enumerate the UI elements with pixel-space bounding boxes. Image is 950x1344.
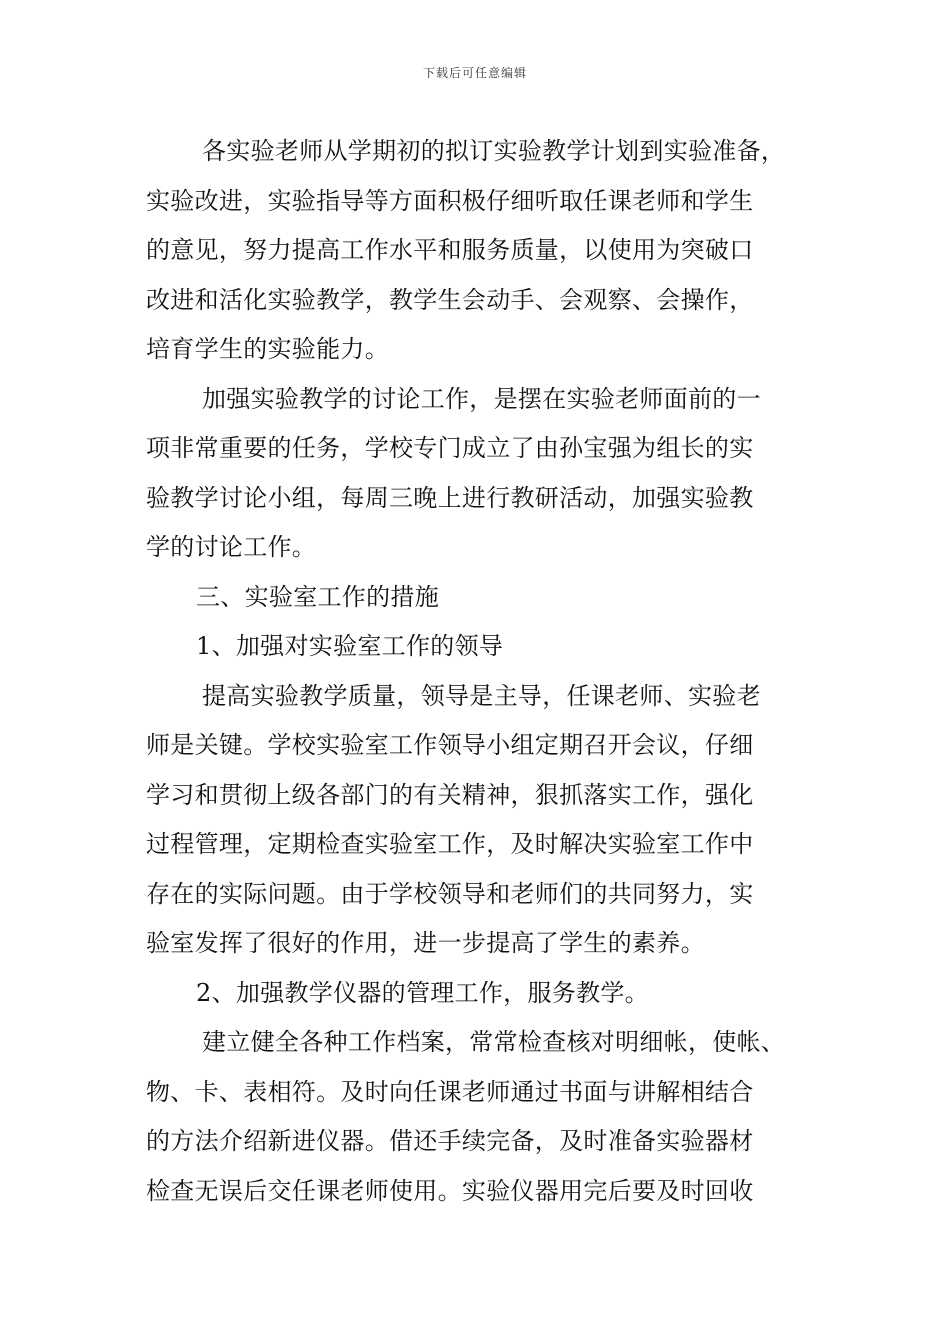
- paragraph-line: 加强实验教学的讨论工作，是摆在实验老师面前的一: [202, 384, 761, 413]
- paragraph-line: 物、卡、表相符。及时向任课老师通过书面与讲解相结合: [146, 1077, 754, 1106]
- subheading-instrument-management: 2、加强教学仪器的管理工作，服务教学。: [196, 978, 649, 1007]
- paragraph-line: 的意见，努力提高工作水平和服务质量，以使用为突破口: [146, 236, 754, 264]
- paragraph-1: [146, 127, 816, 375]
- subheading-leadership: 1、加强对实验室工作的领导: [196, 632, 504, 660]
- paragraph-line: 学的讨论工作。: [146, 533, 317, 561]
- paragraph-line: 过程管理，定期检查实验室工作，及时解决实验室工作中: [146, 830, 754, 858]
- paragraph-line: 验室发挥了很好的作用，进一步提高了学生的素养。: [146, 929, 705, 957]
- paragraph-line: 存在的实际问题。由于学校领导和老师们的共同努力，实: [146, 879, 754, 908]
- paragraph-line: 提高实验教学质量，领导是主导，任课老师、实验老: [202, 681, 761, 710]
- paragraph-line: 改进和活化实验教学，教学生会动手、会观察、会操作，: [146, 285, 754, 314]
- section-heading: 三、实验室工作的措施: [196, 582, 439, 611]
- paragraph-line: 验教学讨论小组，每周三晚上进行教研活动，加强实验教: [146, 483, 754, 512]
- paragraph-3: [146, 672, 816, 969]
- paragraph-line: 各实验老师从学期初的拟订实验教学计划到实验准备，: [202, 137, 786, 165]
- paragraph-line: 的方法介绍新进仪器。借还手续完备，及时准备实验器材: [146, 1127, 754, 1155]
- paragraph-line: 师是关键。学校实验室工作领导小组定期召开会议，仔细: [146, 731, 754, 759]
- paragraph-line: 培育学生的实验能力。: [146, 335, 389, 363]
- paragraph-line: 检查无误后交任课老师使用。实验仪器用完后要及时回收: [146, 1176, 754, 1205]
- paragraph-line: 项非常重要的任务，学校专门成立了由孙宝强为组长的实: [146, 434, 754, 462]
- paragraph-line: 学习和贯彻上级各部门的有关精神，狠抓落实工作，强化: [146, 780, 754, 809]
- header-note: 下载后可任意编辑: [422, 66, 527, 80]
- paragraph-line: 实验改进，实验指导等方面积极仔细听取任课老师和学生: [146, 186, 754, 215]
- paragraph-2: [146, 375, 816, 573]
- paragraph-4: [146, 1018, 816, 1216]
- document-body: [146, 127, 816, 1216]
- paragraph-line: 建立健全各种工作档案，常常检查核对明细帐，使帐、: [202, 1028, 786, 1056]
